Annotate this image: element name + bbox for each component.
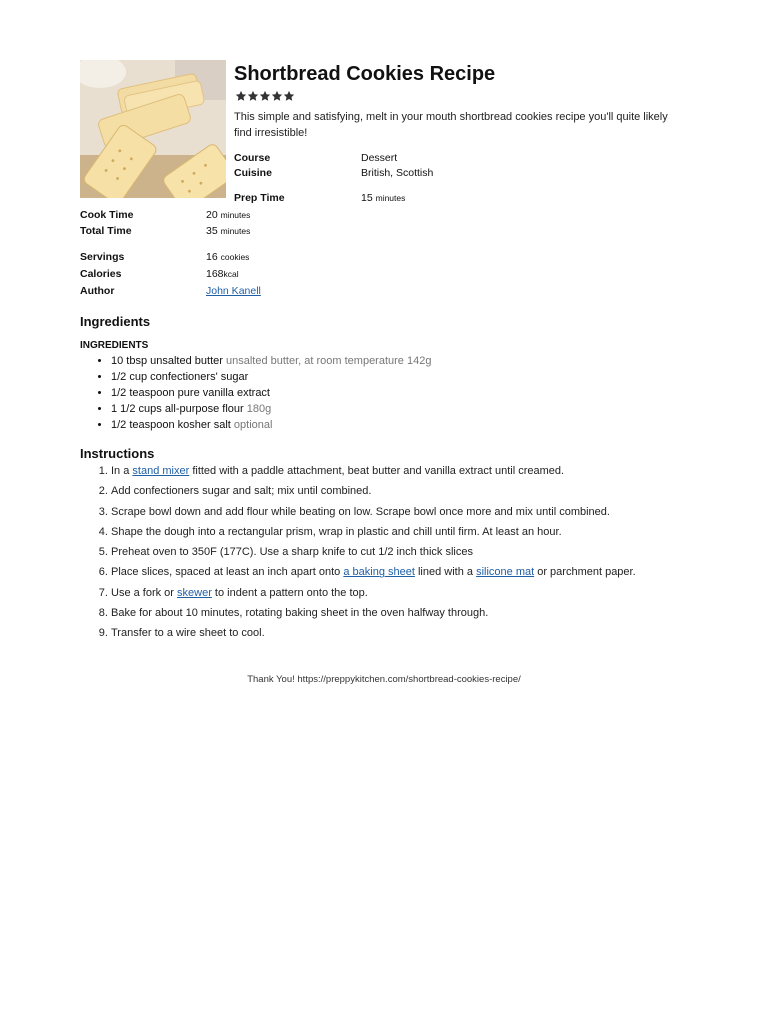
star-icon [247,90,259,103]
total-time-label: Total Time [80,225,132,237]
servings-label: Servings [80,251,125,263]
cook-time-value [206,208,250,222]
calories-number: 168 [206,268,224,280]
ingredient-item [111,401,431,417]
instruction-text: Bake for about 10 minutes, rotating baking sheet in the oven halfway through. [111,607,489,620]
servings-value [206,250,249,264]
prep-time-value [361,191,405,205]
author-link[interactable]: John Kanell [206,285,261,297]
cook-time-number: 20 [206,209,218,221]
instruction-step [111,564,636,584]
star-icon [235,90,247,103]
instruction-text: Use a fork or [111,586,178,599]
shortbread-cookies-image [80,60,226,198]
star-icon [259,90,271,103]
instruction-step [111,504,636,524]
instruction-text: or parchment paper. [534,566,636,579]
instruction-text: Shape the dough into a rectangular prism, wrap in plastic and chill until firm. At least an hour. [111,525,562,538]
total-time-unit: minutes [220,226,251,236]
cook-time-unit: minutes [220,210,251,220]
ingredient-text: 1/2 teaspoon kosher salt [111,419,231,431]
instructions-heading: Instructions [80,446,155,461]
servings-unit: cookies [220,252,250,262]
star-icon [271,90,283,103]
instruction-text: Scrape bowl down and add flour while beating on low. Scrape bowl once more and mix until combined. [111,505,610,518]
instruction-step [111,625,636,645]
recipe-description: This simple and satisfying, melt in your mouth shortbread cookies recipe you'll quite likely find irresistible! [234,111,668,139]
instruction-text: Place slices, spaced at least an inch apart onto [111,566,344,579]
ingredient-item [111,385,431,401]
course-value: Dessert [361,152,398,164]
servings-number: 16 [206,251,218,263]
calories-value [206,267,239,281]
ingredient-text: 1/2 cup confectioners' sugar [111,371,249,383]
prep-time-number: 15 [361,192,373,204]
ingredient-text: 1 1/2 cups all-purpose flour [111,403,244,415]
instruction-text: to indent a pattern onto the top. [211,586,368,599]
author-label: Author [80,285,115,297]
ingredient-item [111,369,431,385]
footer-thanks: Thank You! https://preppykitchen.com/shortbread-cookies-recipe/ [247,674,521,685]
total-time-value [206,224,250,238]
instruction-text: lined with a [414,566,477,579]
ingredient-item [111,417,431,433]
ingredients-group-heading: INGREDIENTS [80,340,149,351]
instruction-link[interactable]: skewer [177,586,212,599]
cuisine-label: Cuisine [234,167,272,179]
instruction-text: Add confectioners sugar and salt; mix until combined. [111,485,372,498]
instruction-text: fitted with a paddle attachment, beat butter and vanilla extract until creamed. [189,465,565,477]
total-time-number: 35 [206,225,218,237]
instruction-step [111,585,636,605]
calories-unit: kcal [223,269,239,279]
instruction-text: In a [111,465,133,477]
ingredient-note: 180g [246,403,272,415]
cook-time-label: Cook Time [80,209,134,221]
rating-stars [235,90,295,103]
instruction-step [111,544,636,564]
recipe-title: Shortbread Cookies Recipe [234,63,496,85]
instruction-text: Preheat oven to 350F (177C). Use a sharp knife to cut 1/2 inch thick slices [111,546,473,559]
ingredient-item [111,353,431,369]
instruction-step [111,524,636,544]
instruction-step [111,463,636,483]
prep-time-label: Prep Time [234,192,285,204]
prep-time-unit: minutes [375,193,406,203]
ingredient-text: 10 tbsp unsalted butter [111,355,223,367]
instruction-text: Transfer to a wire sheet to cool. [111,627,265,640]
course-label: Course [234,152,271,164]
ingredients-heading: Ingredients [80,314,151,329]
instruction-link[interactable]: stand mixer [132,465,190,477]
ingredient-note: unsalted butter, at room temperature 142g [225,355,432,367]
instruction-step [111,605,636,625]
cuisine-value: British, Scottish [361,167,434,179]
star-icon [283,90,295,103]
instruction-link[interactable]: silicone mat [476,566,535,579]
ingredients-list [80,353,431,433]
instruction-link[interactable]: a baking sheet [343,566,415,579]
ingredient-note: optional [233,419,273,431]
calories-label: Calories [80,268,122,280]
ingredient-text: 1/2 teaspoon pure vanilla extract [111,387,270,399]
instruction-step [111,483,636,503]
recipe-photo [80,60,226,198]
instructions-list [80,463,636,646]
